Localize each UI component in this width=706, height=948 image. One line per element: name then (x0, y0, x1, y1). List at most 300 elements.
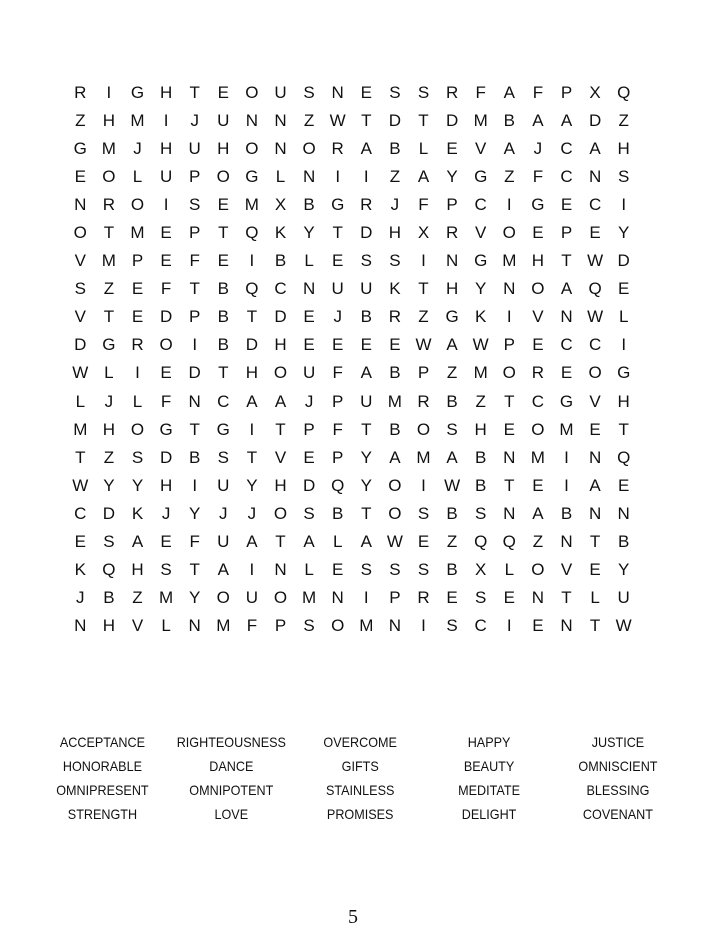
grid-letter: O (302, 138, 316, 158)
grid-letter: N (617, 503, 630, 523)
grid-letter: M (359, 616, 374, 636)
grid-letter: P (303, 419, 315, 439)
grid-letter: I (106, 82, 112, 102)
grid-letter: H (531, 251, 545, 271)
grid-letter: G (245, 166, 259, 186)
grid-letter: I (564, 475, 569, 495)
grid-letter: Z (75, 110, 86, 130)
grid-letter: I (421, 616, 426, 636)
grid-letter: E (131, 279, 144, 299)
word-list-item: GIFTS (341, 758, 379, 774)
grid-letter: E (532, 616, 544, 636)
grid-letter: H (159, 475, 173, 495)
grid-letter: O (159, 335, 173, 355)
grid-letter: G (73, 138, 87, 158)
grid-letter: V (532, 307, 544, 327)
grid-letter: S (103, 532, 115, 552)
grid-letter: I (621, 335, 627, 355)
grid-letter: C (474, 194, 487, 214)
grid-letter: E (217, 82, 229, 102)
grid-letter: T (218, 363, 229, 383)
grid-letter: T (189, 419, 200, 439)
grid-letter: T (361, 419, 372, 439)
grid-letter: H (474, 419, 487, 439)
grid-letter: F (160, 279, 172, 299)
grid-letter: D (588, 110, 602, 130)
grid-letter: F (532, 82, 544, 102)
grid-letter: C (560, 138, 573, 158)
grid-letter: B (274, 251, 287, 271)
grid-letter: N (274, 560, 287, 580)
grid-letter: B (446, 560, 458, 580)
grid-letter: N (302, 166, 316, 186)
grid-letter: A (532, 110, 544, 130)
word-list-item: JUSTICE (591, 734, 645, 750)
grid-letter: U (274, 82, 287, 102)
grid-letter: E (446, 138, 458, 158)
grid-letter: W (587, 307, 604, 327)
grid-letter: Z (446, 363, 458, 383)
grid-letter: G (216, 419, 230, 439)
grid-letter: S (160, 560, 172, 580)
grid-letter: H (617, 138, 630, 158)
word-search-grid (66, 78, 638, 640)
grid-letter: O (531, 419, 545, 439)
grid-letter: L (418, 138, 429, 158)
grid-letter: I (249, 251, 255, 271)
grid-letter: O (273, 363, 288, 383)
grid-letter: K (475, 307, 487, 327)
grid-letter: Y (618, 560, 630, 580)
grid-letter: G (531, 194, 545, 214)
grid-letter: C (74, 503, 87, 523)
grid-letter: C (588, 194, 602, 214)
grid-letter: T (103, 223, 115, 243)
grid-letter: L (504, 560, 515, 580)
grid-letter: T (561, 588, 572, 608)
grid-letter: D (188, 363, 201, 383)
grid-letter: I (249, 419, 255, 439)
grid-letter: D (274, 307, 287, 327)
grid-letter: A (389, 447, 401, 467)
grid-letter: O (102, 166, 116, 186)
grid-letter: M (216, 616, 231, 636)
grid-letter: I (335, 166, 341, 186)
grid-letter: A (303, 532, 315, 552)
grid-letter: R (445, 223, 459, 243)
grid-letter: Y (360, 475, 372, 495)
grid-letter: T (418, 110, 429, 130)
grid-letter: G (102, 335, 116, 355)
grid-letter: N (331, 82, 344, 102)
grid-letter: N (588, 447, 602, 467)
grid-letter: T (561, 251, 572, 271)
grid-letter: S (475, 503, 487, 523)
grid-letter: Q (588, 279, 602, 299)
grid-letter: K (131, 503, 144, 523)
word-list-item: BLESSING (586, 782, 650, 798)
grid-letter: J (76, 588, 85, 608)
grid-letter: O (388, 503, 402, 523)
grid-letter: N (445, 251, 459, 271)
grid-letter: P (274, 616, 287, 636)
grid-letter: U (217, 532, 230, 552)
grid-letter: O (216, 588, 230, 608)
grid-letter: F (160, 391, 172, 411)
grid-letter: E (131, 307, 144, 327)
grid-letter: F (475, 82, 486, 102)
grid-letter: E (532, 475, 544, 495)
grid-letter: I (163, 194, 169, 214)
grid-letter: E (74, 532, 86, 552)
grid-letter: E (503, 588, 515, 608)
grid-letter: G (559, 391, 574, 411)
grid-letter: A (217, 560, 229, 580)
grid-letter: B (189, 447, 201, 467)
grid-letter: H (617, 391, 630, 411)
grid-letter: D (159, 307, 173, 327)
grid-letter: W (472, 335, 489, 355)
grid-letter: O (388, 475, 402, 495)
grid-letter: S (360, 251, 372, 271)
grid-letter: Y (475, 279, 487, 299)
grid-letter: T (189, 82, 200, 102)
grid-letter: O (130, 194, 145, 214)
grid-letter: O (531, 560, 545, 580)
grid-letter: A (246, 532, 258, 552)
grid-letter: K (274, 223, 287, 243)
grid-letter: E (618, 475, 630, 495)
grid-letter: I (163, 110, 169, 130)
grid-letter: P (189, 307, 201, 327)
grid-letter: B (389, 419, 401, 439)
grid-letter: C (588, 335, 602, 355)
grid-letter: E (560, 194, 573, 214)
grid-letter: P (332, 447, 344, 467)
grid-letter: P (131, 251, 144, 271)
grid-letter: P (189, 166, 201, 186)
page-number: 5 (348, 906, 358, 928)
grid-letter: N (531, 588, 545, 608)
grid-letter: Z (446, 532, 458, 552)
grid-letter: J (104, 391, 114, 411)
grid-letter: V (131, 616, 144, 636)
grid-letter: A (589, 138, 601, 158)
grid-letter: S (389, 251, 401, 271)
grid-letter: A (131, 532, 144, 552)
grid-letter: Z (389, 166, 401, 186)
grid-letter: E (589, 419, 601, 439)
grid-letter: P (389, 588, 401, 608)
grid-letter: P (446, 194, 458, 214)
grid-letter: U (617, 588, 630, 608)
grid-letter: N (274, 110, 287, 130)
grid-letter: H (131, 560, 144, 580)
grid-letter: I (506, 616, 512, 636)
grid-letter: R (102, 194, 116, 214)
grid-letter: W (72, 363, 89, 383)
grid-letter: W (444, 475, 461, 495)
grid-letter: R (531, 363, 545, 383)
grid-letter: T (418, 279, 429, 299)
grid-letter: M (101, 138, 116, 158)
grid-letter: I (363, 166, 369, 186)
grid-letter: F (418, 194, 429, 214)
grid-letter: X (475, 560, 487, 580)
grid-letter: R (360, 194, 373, 214)
grid-letter: D (74, 335, 87, 355)
grid-letter: L (161, 616, 171, 636)
grid-letter: W (615, 616, 632, 636)
grid-letter: H (217, 138, 230, 158)
grid-letter: T (189, 560, 200, 580)
grid-letter: N (503, 279, 516, 299)
grid-letter: Q (617, 82, 631, 102)
grid-letter: N (274, 138, 287, 158)
grid-letter: E (160, 363, 172, 383)
grid-letter: B (446, 391, 458, 411)
grid-letter: M (302, 588, 317, 608)
grid-letter: R (417, 391, 430, 411)
grid-letter: H (274, 335, 287, 355)
grid-letter: B (475, 447, 487, 467)
grid-letter: B (475, 475, 487, 495)
grid-letter: E (560, 363, 573, 383)
grid-letter: B (389, 138, 401, 158)
grid-letter: G (331, 194, 345, 214)
grid-letter: P (503, 335, 515, 355)
grid-letter: T (332, 223, 343, 243)
grid-letter: Y (303, 223, 315, 243)
grid-letter: Z (418, 307, 429, 327)
grid-letter: E (303, 335, 315, 355)
grid-letter: R (131, 335, 144, 355)
grid-letter: P (560, 223, 573, 243)
grid-letter: L (304, 560, 314, 580)
grid-letter: M (502, 251, 517, 271)
word-list-item: OMNIPOTENT (189, 782, 274, 798)
grid-letter: S (475, 588, 487, 608)
grid-letter: A (589, 475, 601, 495)
grid-letter: Q (474, 532, 488, 552)
grid-letter: A (560, 279, 573, 299)
grid-letter: M (101, 251, 116, 271)
grid-letter: Z (132, 588, 143, 608)
grid-letter: H (102, 110, 116, 130)
grid-letter: Y (131, 475, 144, 495)
grid-letter: J (190, 110, 199, 130)
grid-letter: M (416, 447, 431, 467)
grid-letter: S (446, 616, 458, 636)
grid-letter: B (303, 194, 315, 214)
grid-letter: Y (360, 447, 372, 467)
grid-letter: Y (103, 475, 115, 495)
word-list-item: OMNIPRESENT (56, 782, 149, 798)
grid-letter: I (363, 588, 369, 608)
grid-letter: J (219, 503, 228, 523)
grid-letter: B (560, 503, 573, 523)
grid-letter: T (589, 616, 601, 636)
grid-letter: D (617, 251, 630, 271)
grid-letter: Z (303, 110, 315, 130)
grid-letter: E (589, 560, 601, 580)
grid-letter: E (532, 335, 544, 355)
grid-letter: J (161, 503, 171, 523)
grid-letter: E (217, 251, 229, 271)
grid-letter: B (217, 335, 229, 355)
grid-letter: Z (475, 391, 486, 411)
grid-letter: O (273, 503, 288, 523)
grid-letter: L (75, 391, 86, 411)
grid-letter: D (445, 110, 459, 130)
grid-letter: Q (245, 223, 259, 243)
grid-letter: G (474, 166, 488, 186)
grid-letter: T (618, 419, 629, 439)
grid-letter: L (275, 166, 286, 186)
grid-letter: J (133, 138, 142, 158)
grid-letter: B (360, 307, 372, 327)
grid-letter: O (130, 419, 145, 439)
grid-letter: N (188, 616, 201, 636)
grid-letter: E (217, 194, 229, 214)
grid-letter: O (245, 82, 259, 102)
grid-letter: S (360, 560, 372, 580)
grid-letter: A (360, 138, 372, 158)
grid-letter: S (618, 166, 630, 186)
grid-letter: F (189, 251, 200, 271)
grid-letter: Y (618, 223, 630, 243)
grid-letter: T (361, 110, 372, 130)
grid-letter: Z (103, 447, 115, 467)
grid-letter: V (475, 138, 487, 158)
grid-letter: U (245, 588, 259, 608)
grid-letter: S (417, 82, 430, 102)
grid-letter: N (188, 391, 201, 411)
grid-letter: A (274, 391, 287, 411)
grid-letter: H (159, 82, 173, 102)
grid-letter: E (74, 166, 86, 186)
grid-letter: R (331, 138, 344, 158)
grid-letter: N (588, 503, 602, 523)
grid-letter: J (390, 194, 400, 214)
grid-letter: E (589, 223, 601, 243)
grid-letter: N (560, 616, 573, 636)
grid-letter: A (360, 363, 372, 383)
grid-letter: T (75, 447, 86, 467)
grid-letter: I (192, 475, 198, 495)
grid-letter: B (446, 503, 458, 523)
grid-letter: E (360, 335, 372, 355)
grid-letter: I (506, 194, 512, 214)
grid-letter: S (417, 503, 430, 523)
grid-letter: M (73, 419, 88, 439)
grid-letter: U (159, 166, 173, 186)
grid-letter: I (564, 447, 569, 467)
word-list-item: STAINLESS (325, 782, 395, 798)
grid-letter: I (621, 194, 627, 214)
grid-letter: T (275, 532, 286, 552)
grid-letter: H (102, 419, 116, 439)
grid-letter: A (532, 503, 544, 523)
grid-letter: E (303, 447, 315, 467)
grid-letter: M (530, 447, 545, 467)
grid-letter: X (589, 82, 601, 102)
grid-letter: A (246, 391, 258, 411)
grid-letter: S (389, 560, 401, 580)
grid-letter: T (504, 391, 515, 411)
grid-letter: O (331, 616, 345, 636)
grid-letter: L (332, 532, 343, 552)
grid-letter: U (360, 279, 373, 299)
grid-letter: D (159, 447, 173, 467)
grid-letter: Z (103, 279, 115, 299)
grid-letter: O (245, 138, 259, 158)
grid-letter: E (532, 223, 544, 243)
grid-letter: F (532, 166, 544, 186)
grid-letter: N (74, 616, 87, 636)
grid-letter: R (388, 307, 402, 327)
grid-letter: R (445, 82, 459, 102)
grid-letter: U (331, 279, 344, 299)
grid-letter: H (445, 279, 459, 299)
grid-letter: U (302, 363, 316, 383)
word-list-item: HONORABLE (62, 758, 142, 774)
grid-letter: U (360, 391, 373, 411)
grid-letter: N (503, 503, 516, 523)
word-list-item: DANCE (209, 758, 254, 774)
grid-letter: P (417, 363, 430, 383)
grid-letter: O (273, 588, 288, 608)
grid-letter: K (389, 279, 401, 299)
grid-letter: P (189, 223, 201, 243)
grid-letter: H (274, 475, 287, 495)
grid-letter: M (473, 110, 488, 130)
grid-letter: M (159, 588, 174, 608)
grid-letter: V (560, 560, 573, 580)
grid-letter: D (302, 475, 316, 495)
grid-letter: H (102, 616, 116, 636)
grid-letter: W (386, 532, 403, 552)
grid-letter: V (274, 447, 287, 467)
grid-letter: B (103, 588, 115, 608)
grid-letter: U (188, 138, 201, 158)
grid-letter: M (130, 110, 145, 130)
grid-letter: M (387, 391, 402, 411)
grid-letter: A (503, 82, 515, 102)
grid-letter: P (332, 391, 344, 411)
grid-letter: H (245, 363, 259, 383)
grid-letter: O (216, 166, 230, 186)
grid-letter: W (415, 335, 432, 355)
grid-letter: A (446, 447, 458, 467)
grid-letter: T (275, 419, 286, 439)
grid-letter: M (130, 223, 145, 243)
word-list-item: MEDITATE (458, 782, 520, 798)
grid-letter: E (389, 335, 401, 355)
grid-letter: G (617, 363, 631, 383)
grid-letter: V (74, 307, 86, 327)
word-list-item: BEAUTY (463, 758, 515, 774)
grid-letter: Q (617, 447, 631, 467)
grid-letter: S (303, 503, 315, 523)
word-list-item: ACCEPTANCE (59, 734, 146, 750)
grid-letter: O (502, 223, 516, 243)
grid-letter: G (474, 251, 488, 271)
grid-letter: E (160, 251, 172, 271)
grid-letter: E (160, 532, 172, 552)
grid-letter: R (417, 588, 430, 608)
grid-letter: V (475, 223, 487, 243)
